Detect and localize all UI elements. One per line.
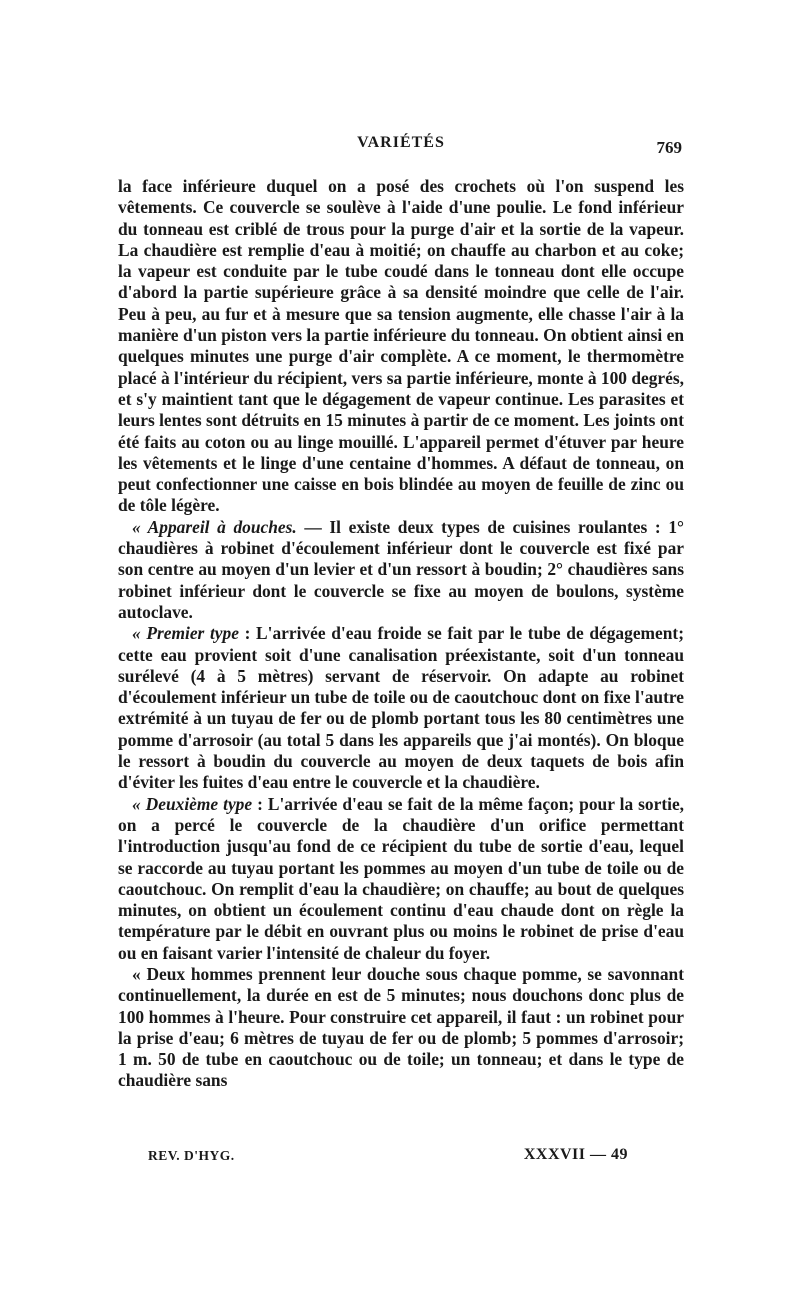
- paragraph-lead: « Premier type: [132, 623, 239, 644]
- volume-signature: XXXVII — 49: [523, 1146, 628, 1163]
- journal-abbreviation: REV. D'HYG.: [148, 1148, 235, 1163]
- paragraph-lead: « Appareil à douches.: [132, 516, 297, 537]
- running-header: [118, 134, 684, 164]
- paragraph-text: : L'arrivée d'eau se fait de la même façon; pour la sortie, on a percé le couvercle de la chaudière d'un orifice permettant l'introduction jusqu'au fond de ce récipient du tube de sortie d'eau, lequel se raccorde au tuyau portant les pommes au moyen d'un tube de toile ou de caoutchouc. On remplit d'eau la chaudière; on chauffe; au bout de quelques minutes, on obtient un écoulement continu d'eau chaude dont on règle la température par le débit en ouvrant plus ou moins le robinet de prise d'eau ou en faisant varier l'intensité de chaleur du foyer.: [118, 793, 685, 963]
- paragraph-text: — Il existe deux types de cuisines roulantes : 1° chaudières à robinet d'écoulement inférieur dont le couvercle est fixé par son centre au moyen d'un levier et d'un ressort à boudin; 2° chaudières sans robinet inférieur dont le couvercle se fixe au moyen de boulons, système autoclave.: [118, 516, 684, 622]
- paragraph: [118, 794, 684, 964]
- paragraph-text: la face inférieure duquel on a posé des crochets où l'on suspend les vêtements. Ce couvercle se soulève à l'aide d'une poulie. Le fond inférieur du tonneau est criblé de trous pour la purge d'air et la sortie de la vapeur. La chaudière est remplie d'eau à moitié; on chauffe au charbon et au coke; la vapeur est conduite par le tube coudé dans le tonneau dont elle occupe d'abord la partie supérieure grâce à sa densité moindre que celle de l'air. Peu à peu, au fur et à mesure que sa tension augmente, elle chasse l'air à la manière d'un piston vers la partie inférieure du tonneau. On obtient ainsi en quelques minutes une purge d'air complète. A ce moment, le thermomètre placé à l'intérieur du récipient, vers sa partie inférieure, monte à 100 degrés, et s'y maintient tant que le dégagement de vapeur continue. Les parasites et leurs lentes sont détruits en 15 minutes à partir de ce moment. Les joints ont été faits au coton ou au linge mouillé. L'appareil permet d'étuver par heure les vêtements et le linge d'une centaine d'hommes. A défaut de tonneau, on peut confectionner une caisse en bois blindée au moyen de feuille de zinc ou de tôle légère.: [118, 176, 684, 516]
- page-number: 769: [656, 138, 682, 157]
- paragraph-text: « Deux hommes prennent leur douche sous chaque pomme, se savonnant continuellement, la durée en est de 5 minutes; nous douchons donc plus de 100 hommes à l'heure. Pour construire cet appareil, il faut : un robinet pour la prise d'eau; 6 mètres de tuyau de fer ou de plomb; 5 pommes d'arrosoir; 1 m. 50 de tube en caoutchouc ou de toile; un tonneau; et dans le type de chaudière sans: [118, 963, 684, 1091]
- paragraph: [118, 964, 684, 1092]
- running-title: VARIÉTÉS: [357, 134, 445, 151]
- paragraph: [118, 517, 684, 623]
- paragraph-text: : L'arrivée d'eau froide se fait par le tube de dégagement; cette eau provient soit d'une canalisation préexistante, soit d'un tonneau surélevé (4 à 5 mètres) servant de réservoir. On adapte au robinet d'écoulement inférieur un tube de toile ou de caoutchouc dont on fixe l'autre extrémité à un tuyau de fer ou de plomb portant tous les 80 centimètres une pomme d'arrosoir (au total 5 dans les appareils que j'ai montés). On bloque le ressort à boudin du couvercle au moyen de deux taquets de bois afin d'éviter les fuites d'eau entre le couvercle et la chaudière.: [118, 623, 684, 793]
- paragraph: [118, 176, 684, 517]
- page-footer: [148, 1148, 628, 1174]
- body-text: [118, 176, 684, 1092]
- paragraph: [118, 623, 684, 793]
- paragraph-lead: « Deuxième type: [132, 793, 253, 814]
